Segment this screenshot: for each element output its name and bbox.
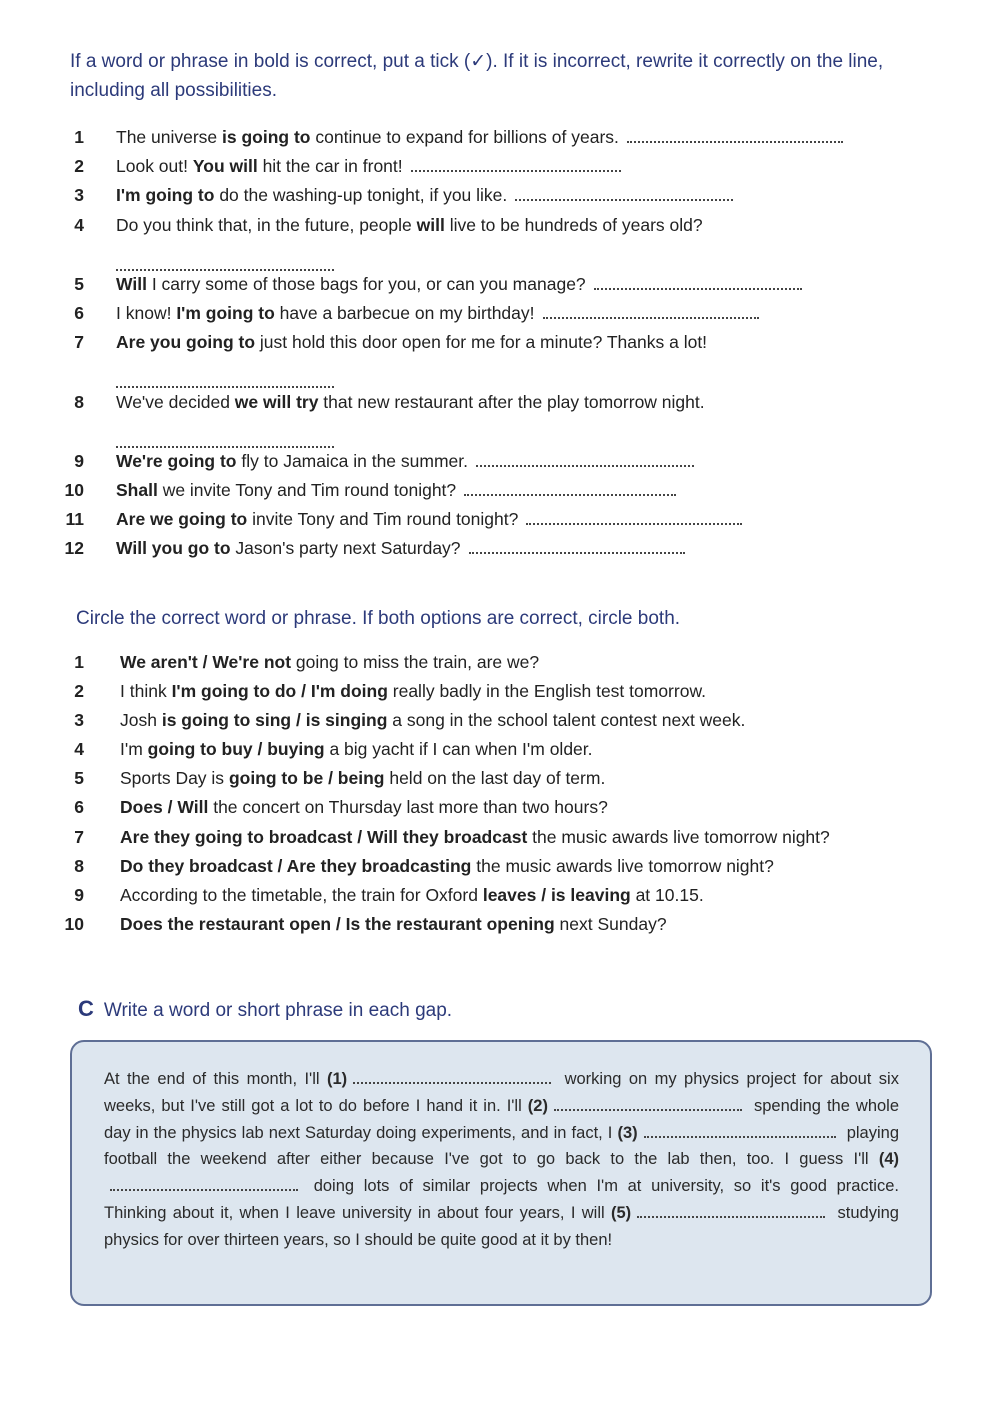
exercise-item	[58, 852, 938, 881]
answer-line[interactable]	[543, 315, 759, 319]
answer-gap-2[interactable]	[554, 1107, 742, 1111]
answer-line[interactable]	[469, 550, 685, 554]
item-sentence	[120, 677, 706, 706]
sentence-text: hit the car in front!	[257, 156, 403, 176]
section-a-instruction: If a word or phrase in bold is correct, put a tick (✓). If it is incorrect, rewrite it correctly on the line, including all possibilities.	[70, 51, 884, 101]
bold-phrase[interactable]: Does the restaurant open / Is the restaurant opening	[120, 914, 555, 934]
exercise-item	[58, 881, 938, 910]
exercise-item	[58, 735, 938, 764]
bold-phrase[interactable]: is going to sing / is singing	[161, 710, 388, 730]
bold-phrase: Are we going to	[116, 509, 248, 529]
exercise-item	[58, 476, 938, 505]
answer-line[interactable]	[411, 168, 621, 172]
bold-phrase[interactable]: Are they going to broadcast / Will they broadcast	[120, 827, 528, 847]
gap-label: (1)	[326, 1070, 348, 1088]
bold-phrase[interactable]: Do they broadcast / Are they broadcasting	[120, 856, 472, 876]
item-sentence	[120, 910, 667, 939]
exercise-item	[58, 299, 938, 328]
exercise-item	[58, 677, 938, 706]
bold-phrase: Will you go to	[116, 538, 231, 558]
gap-label: (3)	[617, 1123, 638, 1142]
sentence-text: do the washing-up tonight, if you like.	[214, 185, 508, 205]
sentence-text: held on the last day of term.	[384, 768, 606, 788]
exercise-item	[58, 534, 938, 563]
answer-line[interactable]	[476, 463, 694, 467]
item-sentence	[120, 852, 774, 881]
sentence-text: continue to expand for billions of years.	[310, 127, 619, 147]
sentence-text: invite Tony and Tim round tonight?	[247, 509, 519, 529]
exercise-item	[58, 648, 938, 677]
exercise-item	[58, 211, 938, 240]
item-sentence	[116, 476, 676, 505]
answer-line[interactable]	[464, 492, 676, 496]
section-c-heading	[78, 994, 958, 1025]
section-c-instruction: Write a word or short phrase in each gap.	[103, 1000, 453, 1021]
sentence-text: live to be hundreds of years old?	[444, 215, 703, 235]
item-number: 9	[74, 451, 84, 471]
item-number: 6	[74, 303, 84, 323]
exercise-item	[58, 388, 938, 417]
item-number: 8	[74, 856, 84, 876]
item-number: 7	[74, 332, 84, 352]
sentence-text: Josh	[120, 710, 162, 730]
sentence-text: have a barbecue on my birthday!	[274, 303, 535, 323]
item-sentence	[116, 388, 705, 417]
sentence-text: Do you think that, in the future, people	[116, 215, 417, 235]
bold-phrase: I'm going to	[176, 303, 275, 323]
item-sentence	[116, 534, 685, 563]
exercise-item	[58, 181, 938, 210]
item-sentence	[120, 823, 830, 852]
paragraph-segment: studying physics for over thirteen years, so I should be quite good at it by then!	[104, 1203, 899, 1249]
item-number: 8	[74, 392, 84, 412]
item-number: 3	[74, 710, 84, 730]
answer-line[interactable]	[515, 197, 733, 201]
item-number: 4	[74, 739, 84, 759]
item-sentence	[120, 735, 593, 764]
bold-phrase: I'm going to	[116, 185, 215, 205]
item-number: 10	[64, 914, 84, 934]
sentence-text: next Sunday?	[554, 914, 667, 934]
item-sentence	[120, 764, 605, 793]
paragraph-segment: working on my physics project for about six weeks, but I've still got a lot to do before I hand it in. I'll	[104, 1070, 899, 1115]
item-sentence	[116, 299, 759, 328]
item-sentence	[120, 648, 539, 677]
item-number: 2	[74, 156, 84, 176]
item-number: 4	[74, 215, 84, 235]
exercise-item	[58, 152, 938, 181]
sentence-text: the music awards live tomorrow night?	[527, 827, 830, 847]
answer-line[interactable]	[594, 286, 802, 290]
sentence-text: I know!	[116, 303, 177, 323]
bold-phrase[interactable]: Does / Will	[120, 797, 209, 817]
sentence-text: really badly in the English test tomorrow.	[387, 681, 706, 701]
item-sentence	[120, 706, 745, 735]
gap-label: (5)	[611, 1203, 632, 1222]
answer-gap-1[interactable]	[353, 1080, 551, 1084]
item-sentence	[120, 793, 608, 822]
answer-line[interactable]	[526, 521, 742, 525]
sentence-text: we invite Tony and Tim round tonight?	[157, 480, 457, 500]
item-number: 1	[74, 127, 84, 147]
bold-phrase: we will try	[234, 392, 319, 412]
item-number: 12	[64, 538, 84, 558]
sentence-text: that new restaurant after the play tomorrow night.	[318, 392, 705, 412]
bold-phrase: You will	[192, 156, 258, 176]
answer-gap-4[interactable]	[110, 1187, 298, 1191]
sentence-text: going to miss the train, are we?	[291, 652, 540, 672]
bold-phrase: is going to	[222, 127, 311, 147]
sentence-text: just hold this door open for me for a minute? Thanks a lot!	[255, 332, 708, 352]
item-number: 10	[64, 480, 84, 500]
sentence-text: I think	[120, 681, 172, 701]
item-number: 7	[74, 827, 84, 847]
bold-phrase: will	[416, 215, 445, 235]
answer-gap-3[interactable]	[644, 1134, 836, 1138]
sentence-text: I'm	[120, 739, 148, 759]
sentence-text: at 10.15.	[630, 885, 704, 905]
bold-phrase[interactable]: going to buy / buying	[147, 739, 325, 759]
item-number: 5	[74, 274, 84, 294]
exercise-item	[58, 270, 938, 299]
exercise-item	[58, 447, 938, 476]
bold-phrase: Shall	[116, 480, 158, 500]
item-number: 9	[74, 885, 84, 905]
item-number: 11	[65, 509, 84, 529]
item-sentence	[116, 123, 843, 152]
sentence-text: the music awards live tomorrow night?	[471, 856, 774, 876]
exercise-item	[58, 910, 938, 939]
item-sentence	[120, 881, 704, 910]
bold-phrase: Will	[116, 274, 147, 294]
exercise-item	[58, 793, 938, 822]
paragraph-segment: spending the whole day in the physics lab next Saturday doing experiments, and in fact, I	[104, 1096, 900, 1142]
bold-phrase[interactable]: going to be / being	[228, 768, 385, 788]
exercise-item	[58, 505, 938, 534]
exercise-item	[58, 328, 938, 357]
item-sentence	[116, 270, 802, 299]
sentence-text: a song in the school talent contest next week.	[387, 710, 746, 730]
sentence-text: the concert on Thursday last more than two hours?	[208, 797, 608, 817]
sentence-text: Look out!	[116, 156, 193, 176]
bold-phrase: We're going to	[116, 451, 237, 471]
item-sentence	[116, 505, 742, 534]
item-sentence	[116, 211, 703, 240]
sentence-text: Sports Day is	[120, 768, 229, 788]
section-b-instruction: Circle the correct word or phrase. If both options are correct, circle both.	[76, 608, 681, 629]
sentence-text: fly to Jamaica in the summer.	[236, 451, 468, 471]
gap-label: (4)	[878, 1150, 899, 1169]
answer-line[interactable]	[627, 139, 843, 143]
sentence-text: The universe	[116, 127, 223, 147]
bold-phrase[interactable]: leaves / is leaving	[482, 885, 631, 905]
paragraph-segment: At the end of this month, I'll	[104, 1070, 320, 1088]
item-sentence	[116, 447, 694, 476]
gap-label: (2)	[527, 1096, 548, 1115]
sentence-text: I carry some of those bags for you, or can you manage?	[146, 274, 586, 294]
section-c-letter: C	[78, 996, 94, 1021]
exercise-item	[58, 764, 938, 793]
exercise-item	[58, 706, 938, 735]
item-sentence	[116, 152, 621, 181]
answer-gap-5[interactable]	[637, 1214, 825, 1218]
gap-fill-box	[70, 1040, 932, 1306]
sentence-text: Jason's party next Saturday?	[230, 538, 461, 558]
item-number: 5	[74, 768, 84, 788]
item-number: 3	[74, 185, 84, 205]
item-number: 2	[74, 681, 84, 701]
bold-phrase: Are you going to	[116, 332, 256, 352]
item-number: 1	[74, 652, 84, 672]
exercise-item	[58, 123, 938, 152]
bold-phrase[interactable]: We aren't / We're not	[120, 652, 292, 672]
exercise-item	[58, 823, 938, 852]
sentence-text: a big yacht if I can when I'm older.	[324, 739, 593, 759]
gap-fill-paragraph	[104, 1066, 899, 1254]
paragraph-segment: playing football the weekend after either because I've got to go back to the lab then, too. I guess I'll	[104, 1123, 900, 1169]
item-number: 6	[74, 797, 84, 817]
sentence-text: According to the timetable, the train for Oxford	[120, 885, 483, 905]
sentence-text: We've decided	[116, 392, 235, 412]
bold-phrase[interactable]: I'm going to do / I'm doing	[171, 681, 388, 701]
item-sentence	[116, 328, 707, 357]
item-sentence	[116, 181, 733, 210]
paragraph-segment: doing lots of similar projects when I'm at university, so it's good practice. Thinking about it, when I leave university in about four years, I will	[104, 1177, 899, 1222]
